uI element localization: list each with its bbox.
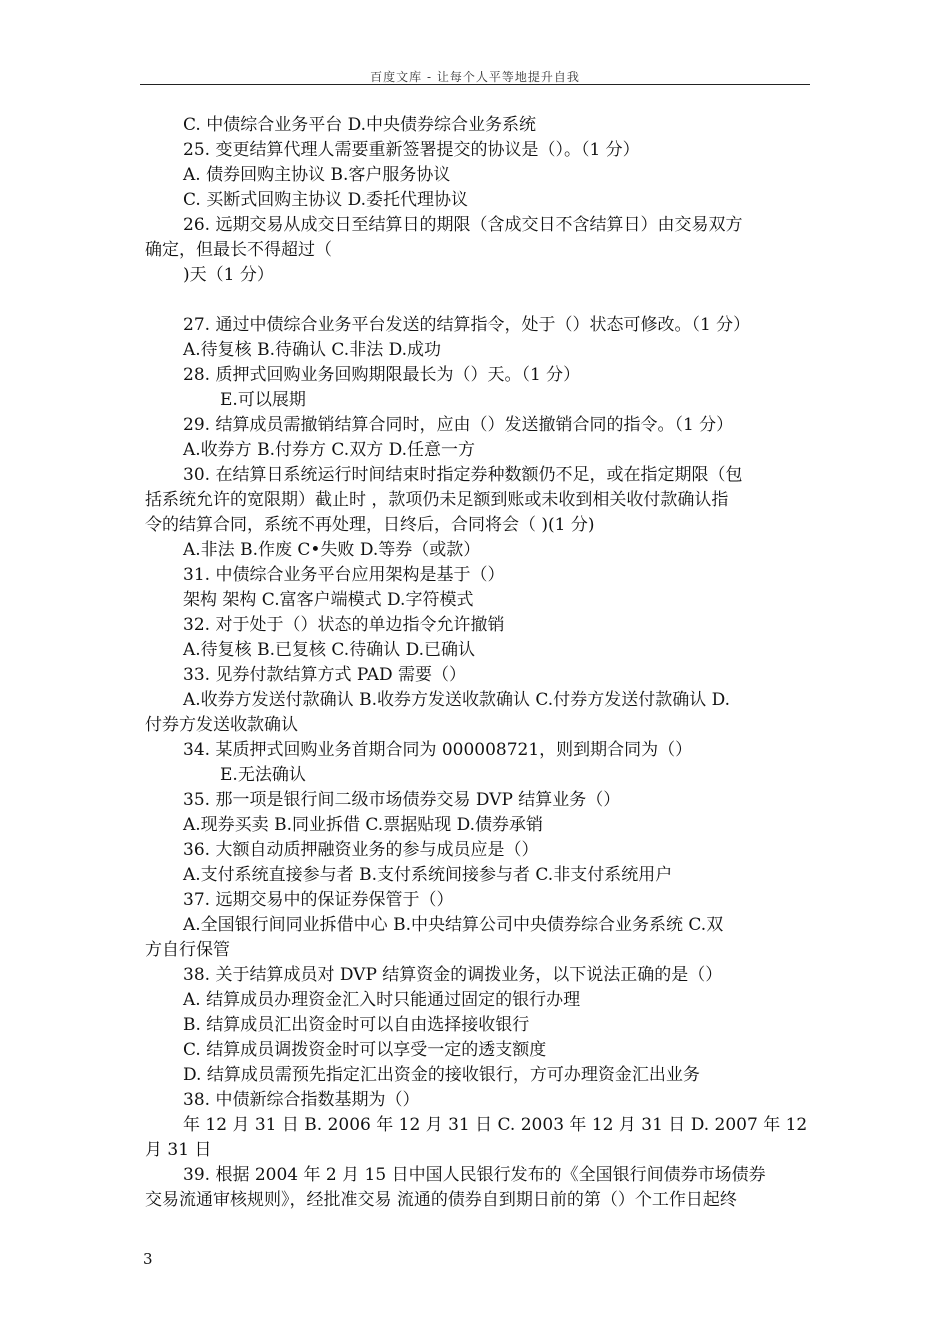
text-line: A.收券方 B.付券方 C.双方 D.任意一方 (183, 440, 476, 460)
text-line: 架构 架构 C.富客户端模式 D.字符模式 (183, 590, 474, 610)
text-line: 32. 对于处于（）状态的单边指令允许撤销 (183, 615, 505, 635)
text-line: 付券方发送收款确认 (145, 715, 298, 735)
text-line: B. 结算成员汇出资金时可以自由选择接收银行 (183, 1015, 530, 1035)
text-line: A.全国银行间同业拆借中心 B.中央结算公司中央债券综合业务系统 C.双 (183, 915, 724, 935)
text-line: 确定，但最长不得超过（ (145, 240, 332, 260)
text-line: 30. 在结算日系统运行时间结束时指定券种数额仍不足，或在指定期限（包 (183, 465, 743, 485)
text-line: A.现券买卖 B.同业拆借 C.票据贴现 D.债券承销 (183, 815, 544, 835)
text-line: 38. 关于结算成员对 DVP 结算资金的调拨业务，以下说法正确的是（） (183, 965, 723, 985)
text-line: A.待复核 B.已复核 C.待确认 D.已确认 (183, 640, 476, 660)
text-line: D. 结算成员需预先指定汇出资金的接收银行，方可办理资金汇出业务 (183, 1065, 700, 1085)
text-line: 38. 中债新综合指数基期为（） (183, 1090, 420, 1110)
text-line: A.支付系统直接参与者 B.支付系统间接参与者 C.非支付系统用户 (183, 865, 673, 885)
text-line (145, 288, 810, 313)
text-line: 25. 变更结算代理人需要重新签署提交的协议是（）。（1 分） (183, 140, 640, 160)
document-body (145, 113, 810, 1213)
text-line: 37. 远期交易中的保证券保管于（） (183, 890, 454, 910)
text-line: E.无法确认 (220, 765, 306, 785)
text-line: 26. 远期交易从成交日至结算日的期限（含成交日不含结算日）由交易双方 (183, 215, 743, 235)
text-line: 35. 那一项是银行间二级市场债券交易 DVP 结算业务（） (183, 790, 621, 810)
text-line: )天（1 分） (183, 265, 274, 285)
text-line: E.可以展期 (220, 390, 306, 410)
text-line: 方自行保管 (145, 940, 230, 960)
text-line: 28. 质押式回购业务回购期限最长为（）天。（1 分） (183, 365, 581, 385)
text-line: C. 买断式回购主协议 D.委托代理协议 (183, 190, 469, 210)
text-line: 36. 大额自动质押融资业务的参与成员应是（） (183, 840, 539, 860)
text-line: A.收券方发送付款确认 B.收券方发送收款确认 C.付券方发送付款确认 D. (183, 690, 731, 710)
text-line: 括系统允许的宽限期）截止时 ，款项仍未足额到账或未收到相关收付款确认指 (145, 490, 729, 510)
text-line: 令的结算合同，系统不再处理，日终后，合同将会（ )(1 分) (145, 515, 595, 535)
text-line: 月 31 日 (145, 1140, 212, 1160)
header-text: 百度文库 - 让每个人平等地提升自我 (370, 70, 580, 84)
text-line: 交易流通审核规则》，经批准交易 流通的债券自到期日前的第（）个工作日起终 (145, 1190, 737, 1210)
text-line: C. 结算成员调拨资金时可以享受一定的透支额度 (183, 1040, 547, 1060)
text-line: A. 结算成员办理资金汇入时只能通过固定的银行办理 (183, 990, 581, 1010)
text-line: 34. 某质押式回购业务首期合同为 000008721，则到期合同为（） (183, 740, 693, 760)
text-line: A.非法 B.作废 C•失败 D.等券（或款） (183, 540, 481, 560)
page-header (140, 68, 810, 85)
text-line: 31. 中债综合业务平台应用架构是基于（） (183, 565, 505, 585)
text-line: C. 中债综合业务平台 D.中央债券综合业务系统 (183, 115, 537, 135)
text-line: A.待复核 B.待确认 C.非法 D.成功 (183, 340, 442, 360)
text-line: A. 债券回购主协议 B.客户服务协议 (183, 165, 451, 185)
text-line: 年 12 月 31 日 B. 2006 年 12 月 31 日 C. 2003 年 12 月 31 日 D. 2007 年 12 (183, 1115, 808, 1135)
text-line: 39. 根据 2004 年 2 月 15 日中国人民银行发布的《全国银行间债券市场债券 (183, 1165, 766, 1185)
page-number: 3 (143, 1250, 153, 1268)
text-line: 27. 通过中债综合业务平台发送的结算指令，处于（）状态可修改。（1 分） (183, 315, 751, 335)
text-line: 33. 见券付款结算方式 PAD 需要（） (183, 665, 467, 685)
text-line: 29. 结算成员需撤销结算合同时，应由（）发送撤销合同的指令。（1 分） (183, 415, 734, 435)
